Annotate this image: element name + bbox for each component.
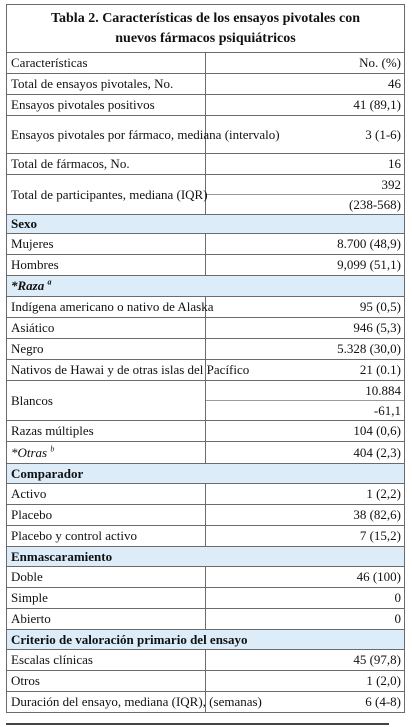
table-title bbox=[7, 5, 405, 53]
participants-iqr: (238-568) bbox=[349, 197, 401, 212]
table-row bbox=[7, 339, 405, 360]
table-row bbox=[7, 442, 405, 464]
table-row bbox=[7, 318, 405, 339]
table-row bbox=[7, 671, 405, 692]
footnote-marker: a bbox=[47, 277, 52, 287]
section-header-sexo bbox=[7, 215, 405, 234]
section-header-criterio bbox=[7, 630, 405, 650]
row-label: Total de participantes, mediana (IQR) bbox=[7, 175, 206, 215]
table-title-line-2: nuevos fármacos psiquiátricos bbox=[115, 31, 296, 46]
section-header-enmascaramiento bbox=[7, 547, 405, 567]
table-row-blancos bbox=[7, 381, 405, 421]
section-title-text: *Raza bbox=[11, 278, 45, 293]
row-label: Ensayos pivotales positivos bbox=[7, 95, 206, 116]
section-title: Criterio de valoración primario del ensayo bbox=[7, 630, 405, 650]
table-title-line-1: Tabla 2. Características de los ensayos pivotales con bbox=[50, 11, 361, 26]
row-value bbox=[206, 381, 405, 421]
row-value: 21 (0.1) bbox=[206, 360, 405, 381]
row-value: 6 (4-8) bbox=[206, 692, 405, 713]
blancos-count: 10.884 bbox=[206, 381, 404, 401]
table-row bbox=[7, 234, 405, 255]
row-value: 3 (1-6) bbox=[206, 116, 405, 154]
row-value: 45 (97,8) bbox=[206, 650, 405, 671]
row-label: Indígena americano o nativo de Alaska bbox=[7, 297, 206, 318]
row-value: 46 bbox=[206, 74, 405, 95]
table-row bbox=[7, 526, 405, 547]
cropped-footnote-text bbox=[6, 719, 405, 727]
footnote-line bbox=[6, 723, 389, 725]
section-title: Comparador bbox=[7, 464, 405, 484]
row-label: Duración del ensayo, mediana (IQR), (semanas) bbox=[7, 692, 206, 713]
row-label: Asiático bbox=[7, 318, 206, 339]
row-label: Razas múltiples bbox=[7, 421, 206, 442]
section-title bbox=[7, 276, 405, 297]
table-title-row bbox=[7, 5, 405, 53]
row-label: Hombres bbox=[7, 255, 206, 276]
row-label: Total de fármacos, No. bbox=[7, 154, 206, 175]
row-label: Mujeres bbox=[7, 234, 206, 255]
table-row bbox=[7, 567, 405, 588]
footnote-marker: b bbox=[50, 444, 55, 454]
row-value: 41 (89,1) bbox=[206, 95, 405, 116]
row-value: 16 bbox=[206, 154, 405, 175]
table-row bbox=[7, 255, 405, 276]
column-header-characteristics: Características bbox=[7, 53, 206, 74]
row-value: 9,099 (51,1) bbox=[206, 255, 405, 276]
row-value: 5.328 (30,0) bbox=[206, 339, 405, 360]
row-value: 46 (100) bbox=[206, 567, 405, 588]
row-value: 104 (0,6) bbox=[206, 421, 405, 442]
blancos-percent: -61,1 bbox=[373, 403, 401, 418]
table-row bbox=[7, 588, 405, 609]
row-value: 404 (2,3) bbox=[206, 442, 405, 464]
table-row bbox=[7, 505, 405, 526]
row-label: Doble bbox=[7, 567, 206, 588]
section-header-raza bbox=[7, 276, 405, 297]
row-value: 1 (2,0) bbox=[206, 671, 405, 692]
table-row bbox=[7, 650, 405, 671]
row-label: Total de ensayos pivotales, No. bbox=[7, 74, 206, 95]
row-value: 1 (2,2) bbox=[206, 484, 405, 505]
participants-median: 392 bbox=[206, 175, 404, 195]
row-label: Placebo bbox=[7, 505, 206, 526]
row-label: Nativos de Hawai y de otras islas del Pacífico bbox=[7, 360, 206, 381]
table-row bbox=[7, 421, 405, 442]
section-title: Enmascaramiento bbox=[7, 547, 405, 567]
table-row bbox=[7, 484, 405, 505]
row-value: 7 (15,2) bbox=[206, 526, 405, 547]
table-row bbox=[7, 95, 405, 116]
table-row bbox=[7, 297, 405, 318]
table-row bbox=[7, 692, 405, 713]
table-row bbox=[7, 154, 405, 175]
row-value: 38 (82,6) bbox=[206, 505, 405, 526]
section-header-comparador bbox=[7, 464, 405, 484]
row-label: Simple bbox=[7, 588, 206, 609]
row-label bbox=[7, 442, 206, 464]
row-label: Placebo y control activo bbox=[7, 526, 206, 547]
section-title: Sexo bbox=[7, 215, 405, 234]
table-row bbox=[7, 116, 405, 154]
table-row-participants bbox=[7, 175, 405, 215]
row-label: Activo bbox=[7, 484, 206, 505]
row-value: 8.700 (48,9) bbox=[206, 234, 405, 255]
row-value bbox=[206, 175, 405, 215]
table-row bbox=[7, 74, 405, 95]
row-value: 0 bbox=[206, 609, 405, 630]
row-label-text: *Otras bbox=[11, 444, 48, 460]
pivotal-trials-table bbox=[6, 4, 405, 713]
table-row bbox=[7, 609, 405, 630]
row-label: Blancos bbox=[7, 381, 206, 421]
column-header-count: No. (%) bbox=[206, 53, 405, 74]
row-label: Negro bbox=[7, 339, 206, 360]
row-label: Escalas clínicas bbox=[7, 650, 206, 671]
row-value: 95 (0,5) bbox=[206, 297, 405, 318]
column-header-row bbox=[7, 53, 405, 74]
row-label: Abierto bbox=[7, 609, 206, 630]
row-value: 946 (5,3) bbox=[206, 318, 405, 339]
table-row bbox=[7, 360, 405, 381]
row-value: 0 bbox=[206, 588, 405, 609]
row-label: Ensayos pivotales por fármaco, mediana (intervalo) bbox=[7, 116, 206, 154]
row-label: Otros bbox=[7, 671, 206, 692]
